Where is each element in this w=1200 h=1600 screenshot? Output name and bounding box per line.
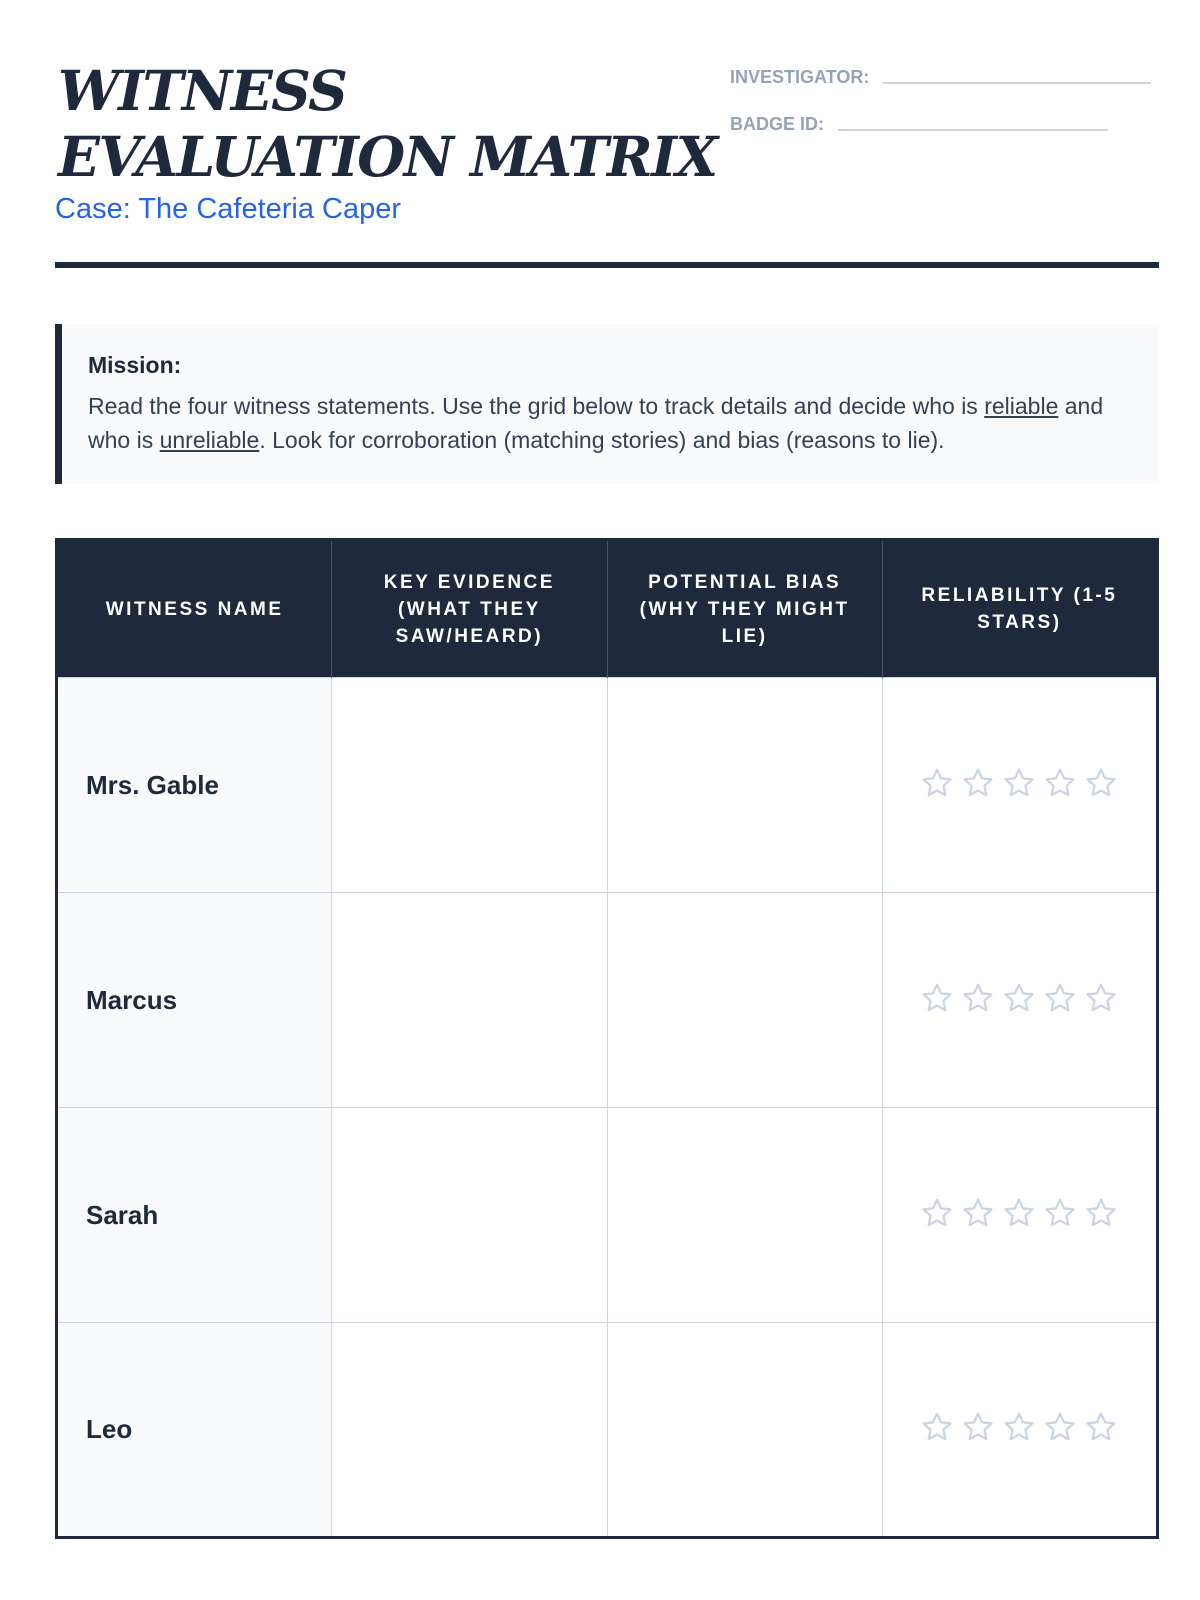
- star-outline-icon[interactable]: [1043, 981, 1077, 1015]
- star-rating[interactable]: [920, 981, 1118, 1015]
- potential-bias-cell[interactable]: [607, 1323, 882, 1538]
- worksheet-page: [55, 0, 1159, 1444]
- star-outline-icon[interactable]: [961, 981, 995, 1015]
- column-header-reliability: RELIABILITY (1-5 STARS): [882, 540, 1157, 678]
- witness-name-cell: Sarah: [57, 1108, 332, 1323]
- table-row: [57, 678, 1158, 893]
- column-header-witness-name: WITNESS NAME: [57, 540, 332, 678]
- star-outline-icon[interactable]: [1002, 1410, 1036, 1444]
- column-header-potential-bias: POTENTIAL BIAS (WHY THEY MIGHT LIE): [607, 540, 882, 678]
- table-row: [57, 1323, 1158, 1538]
- witness-name-cell: Marcus: [57, 893, 332, 1108]
- star-outline-icon[interactable]: [1002, 1196, 1036, 1230]
- investigator-field[interactable]: [883, 82, 1151, 84]
- star-outline-icon[interactable]: [1084, 1410, 1118, 1444]
- mission-word-reliable: reliable: [984, 393, 1059, 419]
- badge-field[interactable]: [838, 129, 1108, 131]
- key-evidence-cell[interactable]: [332, 1323, 607, 1538]
- star-outline-icon[interactable]: [920, 1196, 954, 1230]
- page-title: WITNESS EVALUATION MATRIX: [58, 58, 717, 189]
- mission-label: Mission:: [88, 352, 182, 378]
- header-divider: [55, 262, 1159, 268]
- star-outline-icon[interactable]: [920, 981, 954, 1015]
- mission-text: [88, 389, 1133, 457]
- badge-label: BADGE ID:: [730, 114, 824, 134]
- table-row: [57, 893, 1158, 1108]
- mission-text-part-2: and who is: [88, 393, 1104, 453]
- table-header-row: [57, 540, 1158, 678]
- reliability-cell: [882, 893, 1157, 1108]
- witness-name-cell: Mrs. Gable: [57, 678, 332, 893]
- case-subtitle: Case: The Cafeteria Caper: [55, 193, 402, 225]
- potential-bias-cell[interactable]: [607, 893, 882, 1108]
- star-outline-icon[interactable]: [1043, 766, 1077, 800]
- potential-bias-cell[interactable]: [607, 678, 882, 893]
- star-outline-icon[interactable]: [961, 1196, 995, 1230]
- key-evidence-cell[interactable]: [332, 893, 607, 1108]
- star-outline-icon[interactable]: [1043, 1196, 1077, 1230]
- star-rating[interactable]: [920, 766, 1118, 800]
- mission-word-unreliable: unreliable: [159, 427, 260, 453]
- potential-bias-cell[interactable]: [607, 1108, 882, 1323]
- star-outline-icon[interactable]: [920, 1410, 954, 1444]
- star-outline-icon[interactable]: [1084, 1196, 1118, 1230]
- star-outline-icon[interactable]: [920, 766, 954, 800]
- investigator-row: [730, 58, 1160, 88]
- star-outline-icon[interactable]: [961, 766, 995, 800]
- mission-text-part-3: . Look for corroboration (matching stories) and bias (reasons to lie).: [259, 427, 945, 453]
- column-header-key-evidence: KEY EVIDENCE (WHAT THEY SAW/HEARD): [332, 540, 607, 678]
- reliability-cell: [882, 678, 1157, 893]
- key-evidence-cell[interactable]: [332, 678, 607, 893]
- star-rating[interactable]: [920, 1196, 1118, 1230]
- witness-matrix-table: [55, 538, 1159, 1539]
- star-outline-icon[interactable]: [961, 1410, 995, 1444]
- star-outline-icon[interactable]: [1043, 1410, 1077, 1444]
- star-outline-icon[interactable]: [1002, 766, 1036, 800]
- star-outline-icon[interactable]: [1084, 766, 1118, 800]
- star-rating[interactable]: [920, 1410, 1118, 1444]
- witness-name-cell: Leo: [57, 1323, 332, 1538]
- mission-text-part-1: Read the four witness statements. Use the grid below to track details and decide who is: [88, 393, 985, 419]
- mission-box: [55, 324, 1159, 484]
- reliability-cell: [882, 1108, 1157, 1323]
- star-outline-icon[interactable]: [1002, 981, 1036, 1015]
- investigator-meta: [730, 58, 1160, 152]
- table-row: [57, 1108, 1158, 1323]
- key-evidence-cell[interactable]: [332, 1108, 607, 1323]
- worksheet-header: [55, 0, 1159, 270]
- badge-row: [730, 105, 1160, 135]
- investigator-label: INVESTIGATOR:: [730, 67, 870, 87]
- reliability-cell: [882, 1323, 1157, 1538]
- star-outline-icon[interactable]: [1084, 981, 1118, 1015]
